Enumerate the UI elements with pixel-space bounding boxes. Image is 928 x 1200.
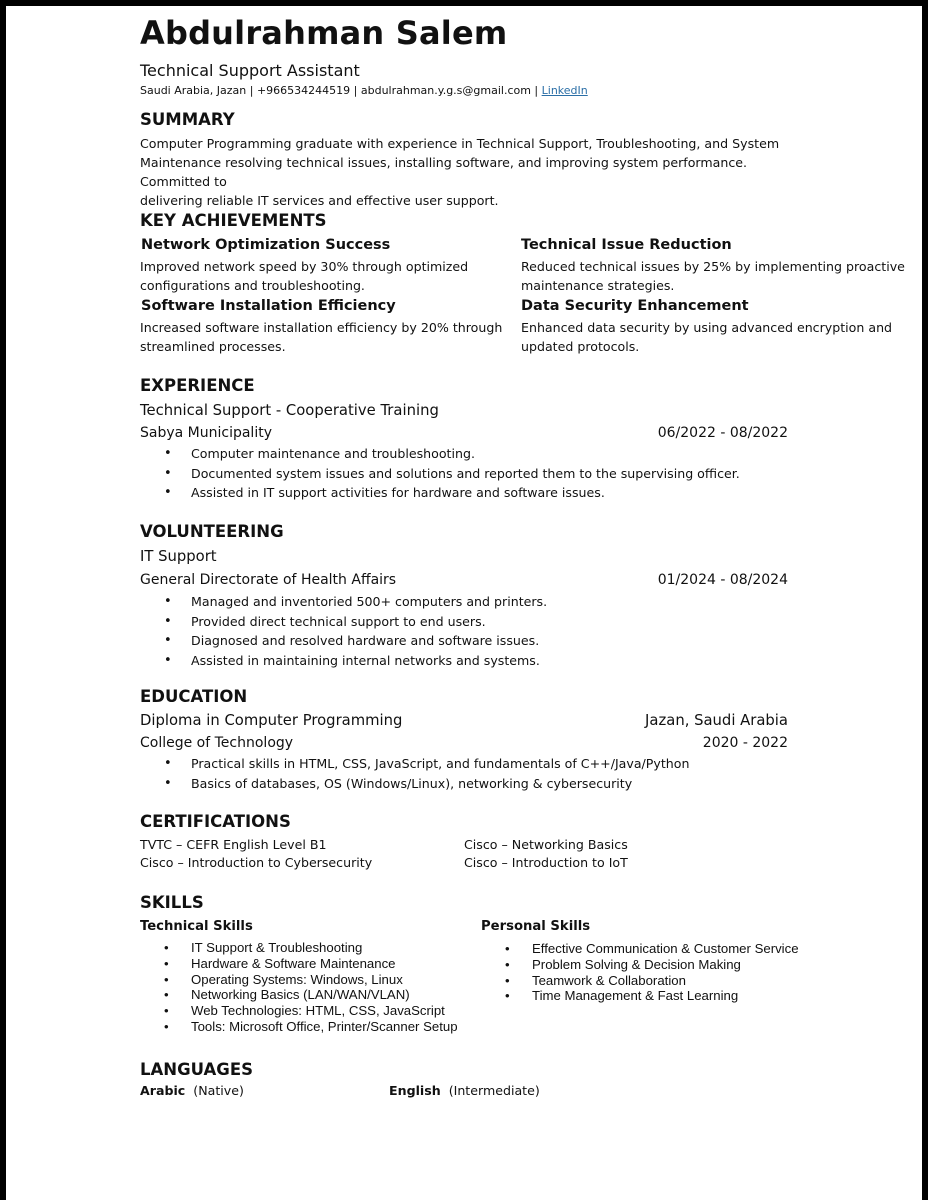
section-heading-skills: SKILLS [140,893,204,912]
experience-role: Technical Support - Cooperative Training [140,402,439,419]
section-heading-achievements: KEY ACHIEVEMENTS [140,211,327,230]
linkedin-link[interactable]: LinkedIn [541,84,588,97]
section-heading-education: EDUCATION [140,687,248,706]
technical-skills-heading: Technical Skills [140,919,253,934]
list-item: • Time Management & Fast Learning [505,988,885,1004]
achievement-line: Increased software installation efficiency by 20% through [140,320,503,335]
achievement-line: streamlined processes. [140,339,286,354]
language-level: (Intermediate) [448,1083,540,1098]
summary-line: delivering reliable IT services and effective user support. [140,193,499,208]
list-item: • Effective Communication & Customer Service [505,941,885,957]
list-item: • Managed and inventoried 500+ computers and printers. [164,592,547,612]
language-name: English [389,1083,441,1098]
language-name: Arabic [140,1083,186,1098]
experience-bullets [164,444,740,503]
volunteering-dates: 01/2024 - 08/2024 [657,572,788,588]
list-item: • Basics of databases, OS (Windows/Linux), networking & cybersecurity [164,774,689,794]
experience-dates: 06/2022 - 08/2022 [657,425,788,441]
list-item: • Provided direct technical support to end users. [164,612,547,632]
achievement-title: Technical Issue Reduction [521,237,732,253]
list-item: • IT Support & Troubleshooting [164,940,458,956]
scan-border-top [0,0,928,6]
education-years: 2020 - 2022 [702,735,788,751]
section-heading-certifications: CERTIFICATIONS [140,812,291,831]
list-item: • Teamwork & Collaboration [505,973,885,989]
language-level: (Native) [193,1083,244,1098]
achievement-line: configurations and troubleshooting. [140,278,365,293]
list-item: • Assisted in IT support activities for hardware and software issues. [164,483,740,503]
experience-organization: Sabya Municipality [140,425,272,441]
list-item: • Documented system issues and solutions and reported them to the supervising officer. [164,464,740,484]
personal-skills-heading: Personal Skills [481,919,591,934]
volunteering-bullets [164,592,547,670]
list-item: • Practical skills in HTML, CSS, JavaScript, and fundamentals of C++/Java/Python [164,754,689,774]
summary-line: Computer Programming graduate with experience in Technical Support, Troubleshooting, and System [140,136,780,151]
list-item: • Computer maintenance and troubleshooting. [164,444,740,464]
list-item: • Networking Basics (LAN/WAN/VLAN) [164,987,458,1003]
certification-item: Cisco – Introduction to IoT [464,855,628,870]
language-item [140,1083,244,1098]
summary-text [140,134,800,210]
language-item [389,1083,540,1098]
achievement-line: maintenance strategies. [521,278,675,293]
list-item: • Problem Solving & Decision Making [505,957,885,973]
education-bullets [164,754,689,793]
personal-skills-list [505,941,885,1004]
achievement-title: Software Installation Efficiency [141,298,396,314]
section-heading-languages: LANGUAGES [140,1060,253,1079]
section-heading-summary: SUMMARY [140,110,235,129]
education-degree: Diploma in Computer Programming [140,712,403,729]
contact-details: Saudi Arabia, Jazan | +966534244519 | abdulrahman.y.g.s@gmail.com | [140,84,542,97]
candidate-name: Abdulrahman Salem [140,14,508,52]
achievement-title: Data Security Enhancement [521,298,749,314]
achievement-line: updated protocols. [521,339,640,354]
achievement-description [521,318,892,356]
section-heading-experience: EXPERIENCE [140,376,255,395]
list-item: • Assisted in maintaining internal networks and systems. [164,651,547,671]
achievement-title: Network Optimization Success [141,237,391,253]
list-item: • Hardware & Software Maintenance [164,956,458,972]
scan-border-right [922,0,928,1200]
education-location: Jazan, Saudi Arabia [645,712,788,729]
scan-border-left [0,0,6,1200]
list-item: • Diagnosed and resolved hardware and software issues. [164,631,547,651]
technical-skills-list [164,940,458,1035]
list-item: • Operating Systems: Windows, Linux [164,972,458,988]
list-item: • Web Technologies: HTML, CSS, JavaScript [164,1003,458,1019]
certification-item: TVTC – CEFR English Level B1 [140,837,327,852]
list-item: • Tools: Microsoft Office, Printer/Scanner Setup [164,1019,458,1035]
volunteering-organization: General Directorate of Health Affairs [140,572,397,588]
summary-line: Maintenance resolving technical issues, installing software, and improving system performance. Committed to [140,155,748,189]
education-school: College of Technology [140,735,294,751]
achievement-description [521,257,905,295]
certification-item: Cisco – Introduction to Cybersecurity [140,855,373,870]
achievement-line: Enhanced data security by using advanced encryption and [521,320,893,335]
contact-line [140,84,588,97]
certification-item: Cisco – Networking Basics [464,837,628,852]
achievement-description [140,257,468,295]
section-heading-volunteering: VOLUNTEERING [140,522,284,541]
job-title: Technical Support Assistant [140,61,360,80]
achievement-description [140,318,502,356]
achievement-line: Reduced technical issues by 25% by implementing proactive [521,259,905,274]
achievement-line: Improved network speed by 30% through optimized [140,259,469,274]
volunteering-role: IT Support [140,548,217,565]
